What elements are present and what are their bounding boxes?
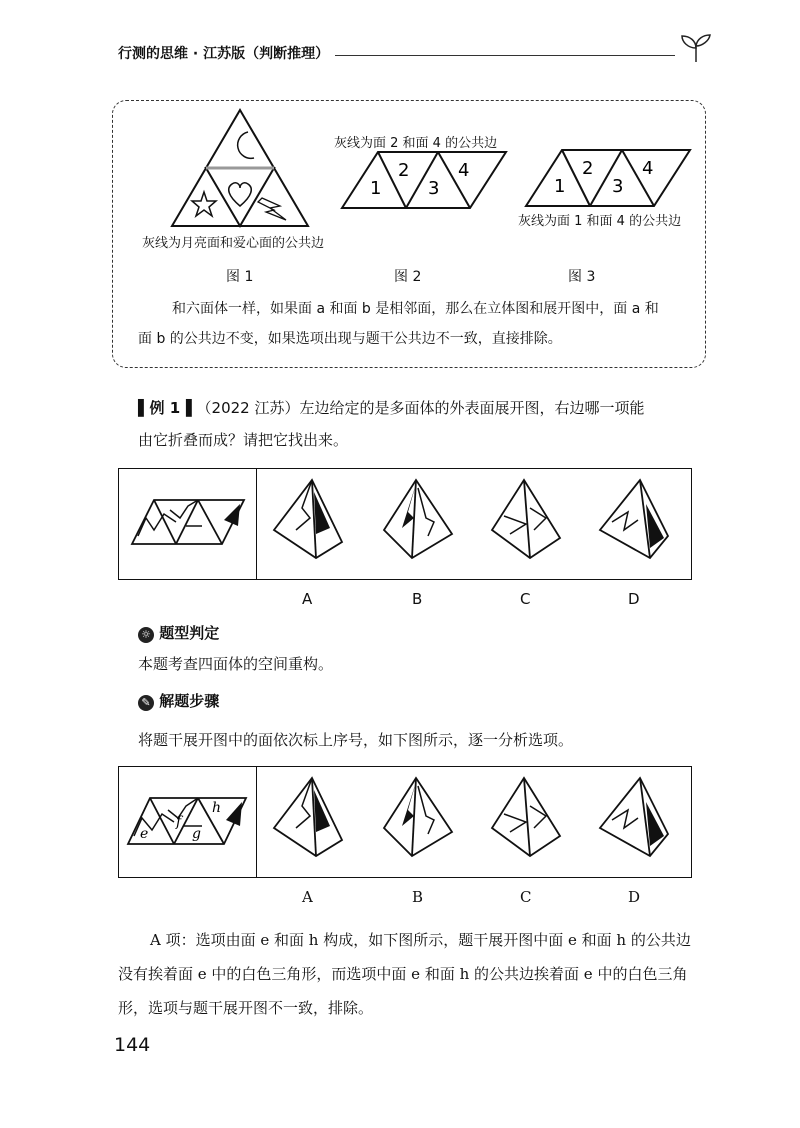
intro-paragraph-line-1: 和六面体一样，如果面 a 和面 b 是相邻面，那么在立体图和展开图中，面 a 和: [172, 301, 659, 317]
figure-2-face-2: 2: [398, 160, 410, 181]
page-number: 144: [114, 1034, 151, 1056]
analysis-line-1: A 项：选项由面 e 和面 h 构成，如下图所示，题干展开图中面 e 和面 h 的公共边: [150, 931, 691, 949]
figure-3-caption: 灰线为面 1 和面 4 的公共边: [518, 214, 682, 229]
answer-net: [126, 794, 248, 846]
answer-face-f: f: [176, 814, 182, 830]
option-b-figure: [382, 478, 454, 560]
option-c-figure: [490, 478, 562, 560]
answer-face-h: h: [212, 800, 222, 816]
intro-paragraph-line-2: 面 b 的公共边不变，如果选项出现与题干公共边不一致，直接排除。: [138, 331, 562, 347]
figure-2-net: [340, 150, 508, 210]
figure-1-net: [170, 108, 310, 228]
question-option-a: A: [302, 590, 313, 608]
sprout-icon: [676, 32, 716, 64]
pen-icon: ✎: [138, 695, 154, 711]
question-option-d: D: [628, 590, 640, 608]
section-type-title: 题型判定: [159, 624, 220, 642]
answer-option-c-figure: [490, 776, 562, 858]
figure-2-face-3: 3: [428, 178, 440, 199]
figure-2-caption: 灰线为面 2 和面 4 的公共边: [334, 136, 498, 151]
figure-3-face-1: 1: [554, 176, 566, 197]
answer-option-a: A: [302, 888, 313, 906]
section-steps-text: 将题干展开图中的面依次标上序号，如下图所示，逐一分析选项。: [138, 731, 574, 749]
figure-3-label: 图 3: [568, 269, 596, 285]
answer-divider: [256, 766, 257, 878]
figure-2-label: 图 2: [394, 269, 422, 285]
analysis-line-3: 形，选项与题干展开图不一致，排除。: [118, 999, 374, 1017]
figure-3-net: [524, 148, 692, 208]
example-tag: 例 1: [149, 399, 181, 417]
answer-option-d-figure: [598, 776, 670, 858]
answer-option-c: C: [520, 888, 532, 906]
answer-option-b-figure: [382, 776, 454, 858]
answer-face-g: g: [192, 826, 201, 842]
figure-1-label: 图 1: [226, 269, 254, 285]
analysis-line-2: 没有挨着面 e 中的白色三角形，而选项中面 e 和面 h 的公共边挨着面 e 中的白色三角: [118, 965, 688, 983]
section-steps-heading: [138, 690, 219, 711]
answer-option-d: D: [628, 888, 641, 906]
answer-option-b: B: [412, 888, 424, 906]
question-option-b: B: [412, 590, 423, 608]
figure-1-caption: 灰线为月亮面和爱心面的公共边: [142, 236, 325, 251]
figure-2-face-1: 1: [370, 178, 382, 199]
option-d-figure: [598, 478, 670, 560]
header-rule: [335, 55, 675, 56]
option-a-figure: [272, 478, 344, 560]
example-line-1: ▌例 1▐ （2022 江苏）左边给定的是多面体的外表面展开图，右边哪一项能: [138, 399, 645, 417]
question-net: [130, 496, 246, 546]
sun-icon: ☼: [138, 627, 154, 643]
figure-3-face-2: 2: [582, 158, 594, 179]
question-option-c: C: [520, 590, 531, 608]
running-header: 行测的思维 · 江苏版（判断推理）: [118, 46, 330, 62]
example-source: （2022 江苏）左边给定的是多面体的外表面展开图，右边哪一项能: [196, 399, 645, 417]
section-type-heading: [138, 622, 219, 643]
answer-option-a-figure: [272, 776, 344, 858]
section-steps-title: 解题步骤: [159, 692, 220, 710]
figure-2-face-4: 4: [458, 160, 470, 181]
answer-face-e: e: [140, 826, 149, 842]
example-line-2: 由它折叠而成？请把它找出来。: [138, 431, 349, 449]
section-type-text: 本题考查四面体的空间重构。: [138, 655, 334, 673]
question-divider: [256, 468, 257, 580]
figure-3-face-4: 4: [642, 158, 654, 179]
figure-3-face-3: 3: [612, 176, 624, 197]
